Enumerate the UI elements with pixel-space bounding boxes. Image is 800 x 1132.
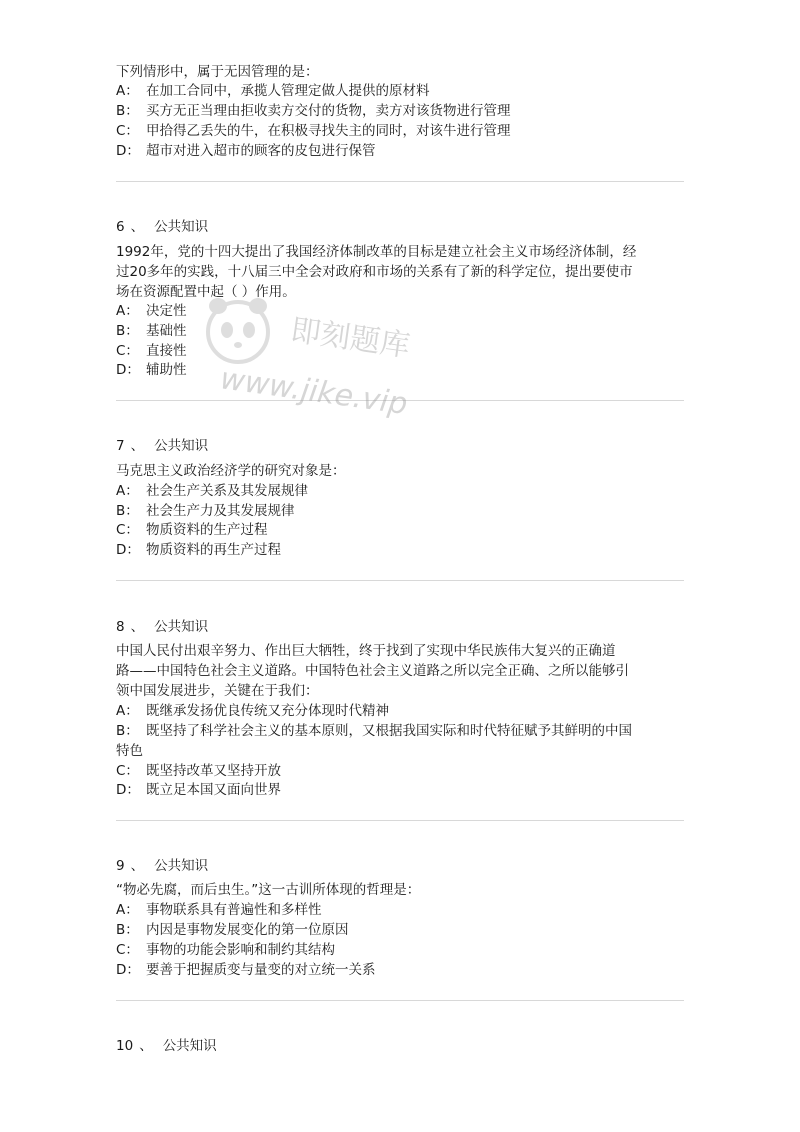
q6-option-b[interactable]: B： 基础性 bbox=[116, 323, 187, 339]
q8-option-a[interactable]: A： 既继承发扬优良传统又充分体现时代精神 bbox=[116, 703, 389, 719]
divider bbox=[116, 400, 684, 401]
q6-option-d[interactable]: D： 辅助性 bbox=[116, 362, 187, 378]
q9-option-b[interactable]: B： 内因是事物发展变化的第一位原因 bbox=[116, 922, 349, 938]
divider bbox=[116, 820, 684, 821]
q7-option-b[interactable]: B： 社会生产力及其发展规律 bbox=[116, 503, 295, 519]
q6-option-a[interactable]: A： 决定性 bbox=[116, 303, 187, 319]
q8-option-d[interactable]: D： 既立足本国又面向世界 bbox=[116, 782, 281, 798]
q10-header: 10 、 公共知识 bbox=[116, 1038, 217, 1054]
q7-option-a[interactable]: A： 社会生产关系及其发展规律 bbox=[116, 483, 308, 499]
q5-option-a[interactable]: A： 在加工合同中，承揽人管理定做人提供的原材料 bbox=[116, 83, 430, 99]
divider bbox=[116, 1000, 684, 1001]
q7-option-c[interactable]: C： 物质资料的生产过程 bbox=[116, 522, 268, 538]
q8-option-b[interactable]: B： 既坚持了科学社会主义的基本原则，又根据我国实际和时代特征赋予其鲜明的中国 bbox=[116, 723, 632, 739]
q5-option-b[interactable]: B： 买方无正当理由拒收卖方交付的货物，卖方对该货物进行管理 bbox=[116, 103, 511, 119]
q8-header: 8 、 公共知识 bbox=[116, 619, 209, 635]
q8-stem-line-2: 路——中国特色社会主义道路。中国特色社会主义道路之所以完全正确、之所以能够引 bbox=[116, 663, 629, 679]
q9-option-c[interactable]: C： 事物的功能会影响和制约其结构 bbox=[116, 942, 335, 958]
q5-option-d[interactable]: D： 超市对进入超市的顾客的皮包进行保管 bbox=[116, 143, 376, 159]
watermark-url: www.jike.vip bbox=[218, 361, 410, 423]
q9-option-a[interactable]: A： 事物联系具有普遍性和多样性 bbox=[116, 902, 322, 918]
q7-stem: 马克思主义政治经济学的研究对象是： bbox=[116, 463, 346, 479]
q9-option-d[interactable]: D： 要善于把握质变与量变的对立统一关系 bbox=[116, 962, 376, 978]
q7-header: 7 、 公共知识 bbox=[116, 438, 209, 454]
q6-stem-line-2: 过20多年的实践，十八届三中全会对政府和市场的关系有了新的科学定位，提出要使市 bbox=[116, 264, 633, 280]
q7-option-d[interactable]: D： 物质资料的再生产过程 bbox=[116, 542, 281, 558]
q6-stem-line-3: 场在资源配置中起（ ）作用。 bbox=[116, 284, 296, 300]
q9-header: 9 、 公共知识 bbox=[116, 858, 209, 874]
q8-stem-line-1: 中国人民付出艰辛努力、作出巨大牺牲，终于找到了实现中华民族伟大复兴的正确道 bbox=[116, 643, 616, 659]
panda-logo-icon bbox=[208, 298, 268, 362]
watermark-brand: 即刻题库 bbox=[288, 312, 413, 365]
q6-option-c[interactable]: C： 直接性 bbox=[116, 343, 187, 359]
q8-option-c[interactable]: C： 既坚持改革又坚持开放 bbox=[116, 763, 281, 779]
q5-option-c[interactable]: C： 甲拾得乙丢失的牛，在积极寻找失主的同时，对该牛进行管理 bbox=[116, 123, 511, 139]
q8-stem-line-3: 领中国发展进步，关键在于我们： bbox=[116, 683, 319, 699]
divider bbox=[116, 580, 684, 581]
q6-header: 6 、 公共知识 bbox=[116, 219, 209, 235]
divider bbox=[116, 181, 684, 182]
watermark bbox=[200, 290, 440, 430]
q6-stem-line-1: 1992年，党的十四大提出了我国经济体制改革的目标是建立社会主义市场经济体制，经 bbox=[116, 244, 637, 260]
q8-option-b-continued: 特色 bbox=[116, 743, 143, 759]
q9-stem: “物必先腐，而后虫生。”这一古训所体现的哲理是： bbox=[116, 882, 421, 898]
q5-stem: 下列情形中，属于无因管理的是： bbox=[116, 64, 319, 80]
